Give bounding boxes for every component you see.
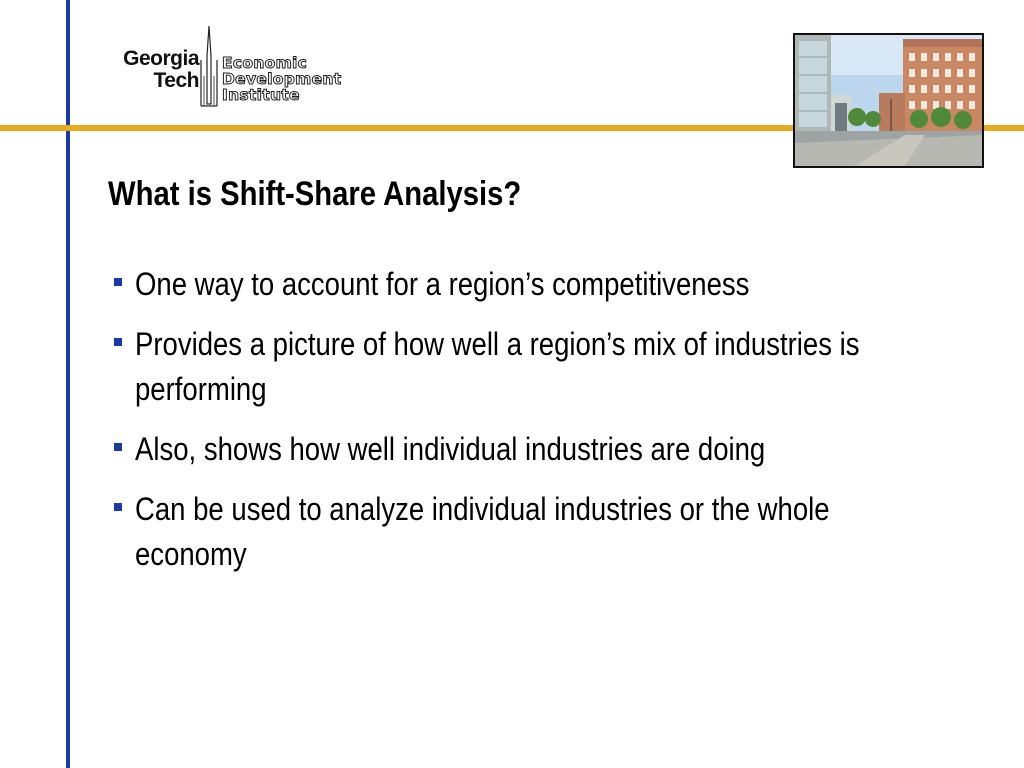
bullet-text: Can be used to analyze individual industries or the whole economy xyxy=(135,491,830,572)
logo-line-institute: Institute xyxy=(222,86,300,104)
georgia-tech-wordmark xyxy=(84,48,199,92)
bullet-text: One way to account for a region’s competitiveness xyxy=(135,266,750,302)
bullet-item xyxy=(110,262,900,307)
square-bullet-icon xyxy=(114,503,122,511)
bullet-list xyxy=(110,262,900,592)
bullet-text: Provides a picture of how well a region’s mix of industries is performing xyxy=(135,326,860,407)
logo-line-tech: Tech xyxy=(153,69,199,92)
logo-line-development: Development xyxy=(222,70,342,88)
campus-building-photo xyxy=(793,33,984,168)
bullet-item xyxy=(110,322,900,412)
bullet-item xyxy=(110,427,900,472)
campanile-icon xyxy=(198,26,220,114)
vertical-accent-rule xyxy=(66,0,70,768)
bullet-item xyxy=(110,487,900,577)
logo-line-georgia: Georgia xyxy=(123,47,199,70)
bullet-text: Also, shows how well individual industries are doing xyxy=(135,431,766,467)
edi-wordmark xyxy=(222,55,341,103)
slide-title: What is Shift-Share Analysis? xyxy=(108,175,522,213)
georgia-tech-edi-logo xyxy=(84,26,384,116)
square-bullet-icon xyxy=(114,443,122,451)
logo-line-economic: Economic xyxy=(222,54,308,72)
square-bullet-icon xyxy=(114,338,122,346)
square-bullet-icon xyxy=(114,278,122,286)
